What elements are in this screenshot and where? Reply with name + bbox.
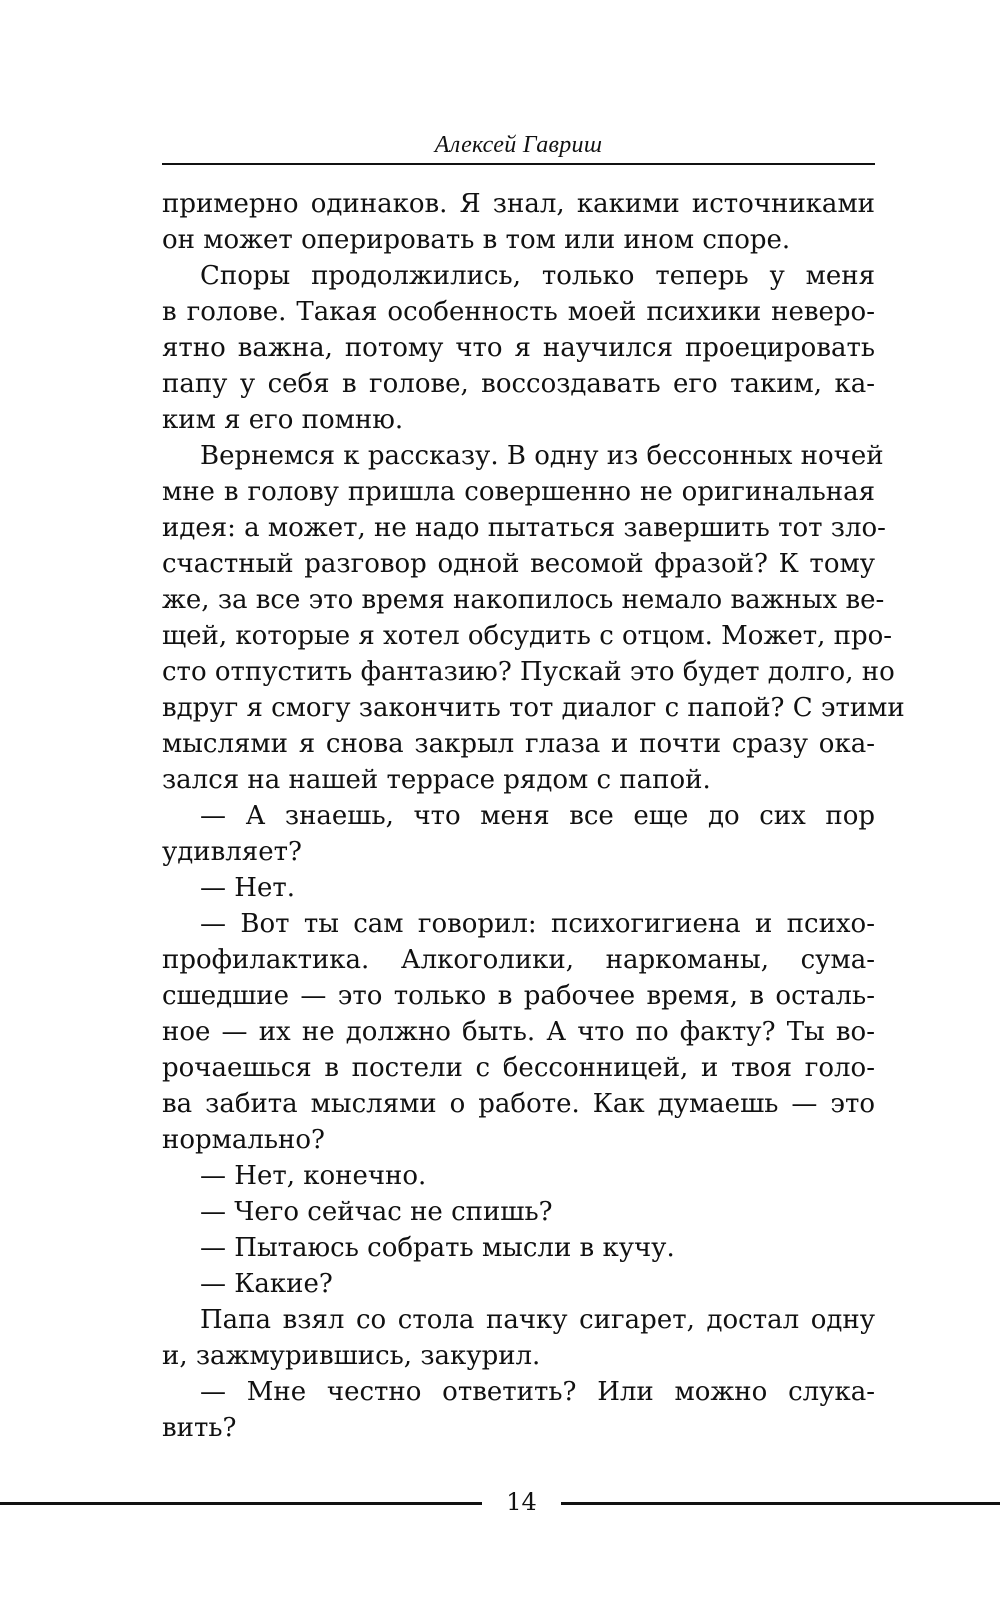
- text-line: ятно важна, потому что я научился проецировать: [162, 333, 875, 363]
- text-line: ва забита мыслями о работе. Как думаешь — это: [162, 1089, 875, 1119]
- header-rule: [162, 163, 875, 165]
- text-line: — А знаешь, что меня все еще до сих пор: [200, 801, 875, 831]
- text-line: — Нет.: [200, 873, 295, 903]
- text-line: ное — их не должно быть. А что по факту? Ты во-: [162, 1017, 875, 1047]
- text-line: идея: а может, не надо пытаться завершить тот зло-: [162, 513, 886, 543]
- text-line: — Какие?: [200, 1269, 333, 1299]
- text-line: рочаешься в постели с бессонницей, и твоя голо-: [162, 1053, 875, 1083]
- text-line: он может оперировать в том или ином споре.: [162, 225, 791, 255]
- text-line: нормально?: [162, 1125, 325, 1155]
- text-line: зался на нашей террасе рядом с папой.: [162, 765, 711, 795]
- text-line: Споры продолжились, только теперь у меня: [200, 261, 875, 291]
- text-line: удивляет?: [162, 837, 302, 867]
- running-header-author: Алексей Гавриш: [434, 132, 603, 158]
- body-text: [162, 186, 905, 1446]
- text-line: папу у себя в голове, воссоздавать его таким, ка-: [162, 369, 875, 399]
- text-line: и, зажмурившись, закурил.: [162, 1341, 541, 1371]
- text-line: профилактика. Алкоголики, наркоманы, сума-: [162, 945, 875, 975]
- page-number: 14: [506, 1488, 537, 1516]
- footer-rule-right: [561, 1502, 1000, 1505]
- text-line: в голове. Такая особенность моей психики неверо-: [162, 297, 875, 327]
- footer-rule-left: [0, 1502, 482, 1505]
- text-line: мне в голову пришла совершенно не оригинальная: [162, 477, 875, 507]
- text-line: ким я его помню.: [162, 405, 404, 435]
- text-line: сшедшие — это только в рабочее время, в осталь-: [162, 981, 875, 1011]
- text-line: — Чего сейчас не спишь?: [200, 1197, 553, 1227]
- text-line: примерно одинаков. Я знал, какими источниками: [162, 189, 875, 219]
- text-line: же, за все это время накопилось немало важных ве-: [162, 585, 885, 615]
- text-line: — Мне честно ответить? Или можно слука-: [200, 1377, 875, 1407]
- text-line: Вернемся к рассказу. В одну из бессонных ночей: [200, 441, 884, 471]
- text-line: мыслями я снова закрыл глаза и почти сразу ока-: [162, 729, 875, 759]
- text-line: вить?: [162, 1413, 237, 1443]
- text-line: — Вот ты сам говорил: психогигиена и психо-: [200, 909, 875, 939]
- text-line: сто отпустить фантазию? Пускай это будет долго, но: [162, 657, 895, 687]
- text-line: вдруг я смогу закончить тот диалог с папой? С этими: [162, 693, 905, 723]
- text-line: Папа взял со стола пачку сигарет, достал одну: [200, 1305, 875, 1335]
- text-line: — Пытаюсь собрать мысли в кучу.: [200, 1233, 675, 1263]
- text-line: счастный разговор одной весомой фразой? К тому: [162, 549, 875, 579]
- text-line: — Нет, конечно.: [200, 1161, 427, 1191]
- text-line: щей, которые я хотел обсудить с отцом. Может, про-: [162, 621, 893, 651]
